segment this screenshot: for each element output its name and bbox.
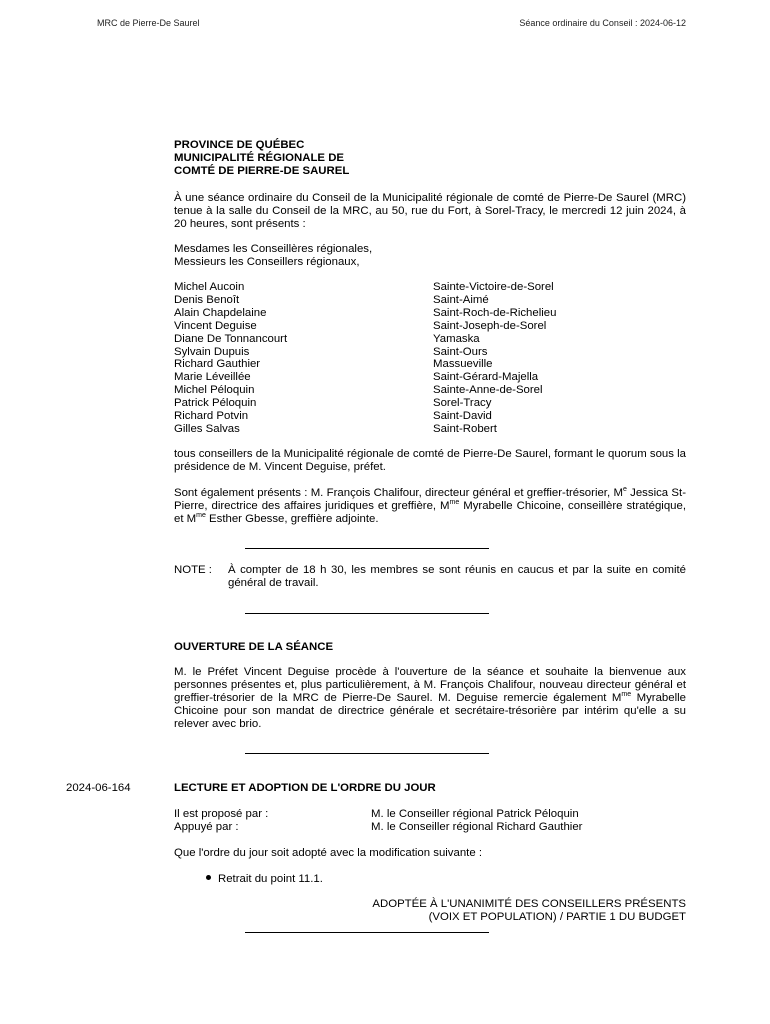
document-title: [174, 139, 686, 178]
member-municipality: Sorel-Tracy: [433, 397, 492, 410]
member-name: Alain Chapdelaine: [174, 306, 267, 319]
member-name: Vincent Deguise: [174, 319, 257, 332]
member-row: [174, 281, 686, 294]
note-text: À compter de 18 h 30, les membres se sont réunis en caucus et par la suite en comité général de travail.: [228, 564, 686, 589]
proposed-label: Il est proposé par :: [174, 808, 269, 820]
opening-paragraph: M. le Préfet Vincent Deguise procède à l'ouverture de la séance et souhaite la bienvenue aux personnes présentes et, plus particulièrement, à M. François Chalifour, nouveau directeur général et greffier-trésorier de la MRC de Pierre-De Saurel. M. Deguise remercie également $M^{me}$ Myrabelle Chicoine pour son mandat de directrice générale et secrétaire-trésorière par intérim qu'elle a su relever avec brio.: [174, 666, 686, 730]
member-row: [174, 397, 686, 410]
member-row: [174, 307, 686, 320]
title-line-municipality: MUNICIPALITÉ RÉGIONALE DE: [174, 152, 345, 164]
salutation: [174, 243, 686, 269]
member-municipality: Saint-Roch-de-Richelieu: [433, 306, 557, 319]
member-name: Marie Léveillée: [174, 371, 251, 384]
member-municipality: Saint-Joseph-de-Sorel: [433, 319, 547, 332]
note-label: NOTE :: [174, 564, 212, 576]
bullet-icon: [206, 875, 211, 880]
member-municipality: Saint-Ours: [433, 345, 488, 358]
resolution-statement: Que l'ordre du jour soit adopté avec la modification suivante :: [174, 847, 482, 859]
note: [174, 564, 686, 590]
also-present-paragraph: Sont également présents : M. François Chalifour, directeur général et greffier-trésorier, Me Jessica St-Pierre, directrice des affaires juridiques et greffière, $M^{me}$ Myrabelle Chicoine, conseillère stratégique, et $M^{me}$ Esther Gbesse, greffière adjointe.: [174, 486, 686, 525]
member-municipality: Saint-David: [433, 410, 492, 423]
divider: [245, 548, 489, 549]
divider: [245, 753, 489, 754]
divider: [245, 613, 489, 614]
proposed-value: M. le Conseiller régional Patrick Péloquin: [371, 808, 579, 820]
member-name: Gilles Salvas: [174, 422, 240, 435]
member-row: [174, 423, 686, 436]
member-row: [174, 371, 686, 384]
salutation-line-men: Messieurs les Conseillers régionaux,: [174, 256, 360, 268]
member-name: Michel Aucoin: [174, 281, 245, 293]
proposer-block: [174, 808, 686, 834]
member-municipality: Massueville: [433, 358, 493, 371]
divider: [245, 932, 489, 933]
member-municipality: Saint-Aimé: [433, 293, 489, 306]
member-municipality: Saint-Gérard-Majella: [433, 371, 539, 384]
member-name: Patrick Péloquin: [174, 397, 257, 410]
member-name: Richard Gauthier: [174, 358, 261, 371]
header-mrc-name: MRC de Pierre-De Saurel: [97, 18, 200, 28]
member-name: Diane De Tonnancourt: [174, 332, 288, 345]
seconded-value: M. le Conseiller régional Richard Gauthier: [371, 821, 583, 833]
member-name: Sylvain Dupuis: [174, 345, 250, 358]
salutation-line-women: Mesdames les Conseillères régionales,: [174, 243, 373, 255]
resolution-number: 2024-06-164: [66, 782, 131, 794]
member-municipality: Sainte-Anne-de-Sorel: [433, 384, 543, 397]
member-row: [174, 358, 686, 371]
header-session-date: Séance ordinaire du Conseil : 2024-06-12: [519, 18, 686, 28]
member-row: [174, 346, 686, 359]
resolution-heading: LECTURE ET ADOPTION DE L'ORDRE DU JOUR: [174, 782, 436, 794]
intro-paragraph: À une séance ordinaire du Conseil de la Municipalité régionale de comté de Pierre-De Saurel (MRC) tenue à la salle du Conseil de la MRC, au 50, rue du Fort, à Sorel-Tracy, le mercredi 12 juin 2024, à 20 heures, sont présents :: [174, 192, 686, 230]
bullet-item: [206, 873, 323, 885]
member-name: Denis Benoît: [174, 293, 240, 306]
title-line-province: PROVINCE DE QUÉBEC: [174, 139, 305, 151]
member-municipality: Sainte-Victoire-de-Sorel: [433, 281, 554, 293]
quorum-paragraph: tous conseillers de la Municipalité régionale de comté de Pierre-De Saurel, formant le quorum sous la présidence de M. Vincent Deguise, préfet.: [174, 448, 686, 473]
members-list: [174, 281, 686, 436]
member-row: [174, 384, 686, 397]
seconded-label: Appuyé par :: [174, 821, 239, 833]
member-name: Richard Potvin: [174, 410, 249, 423]
adoption-statement: [174, 898, 686, 923]
adoption-line-1: ADOPTÉE À L'UNANIMITÉ DES CONSEILLERS PRÉSENTS: [372, 898, 686, 910]
member-row: [174, 333, 686, 346]
member-name: Michel Péloquin: [174, 384, 255, 397]
adoption-line-2: (VOIX ET POPULATION) / PARTIE 1 DU BUDGET: [428, 910, 686, 923]
bullet-text: Retrait du point 11.1.: [218, 873, 323, 885]
opening-heading: OUVERTURE DE LA SÉANCE: [174, 641, 334, 653]
member-municipality: Yamaska: [433, 332, 480, 345]
member-row: [174, 410, 686, 423]
member-municipality: Saint-Robert: [433, 422, 497, 435]
member-row: [174, 294, 686, 307]
title-line-county: COMTÉ DE PIERRE-DE SAUREL: [174, 165, 350, 177]
member-row: [174, 320, 686, 333]
